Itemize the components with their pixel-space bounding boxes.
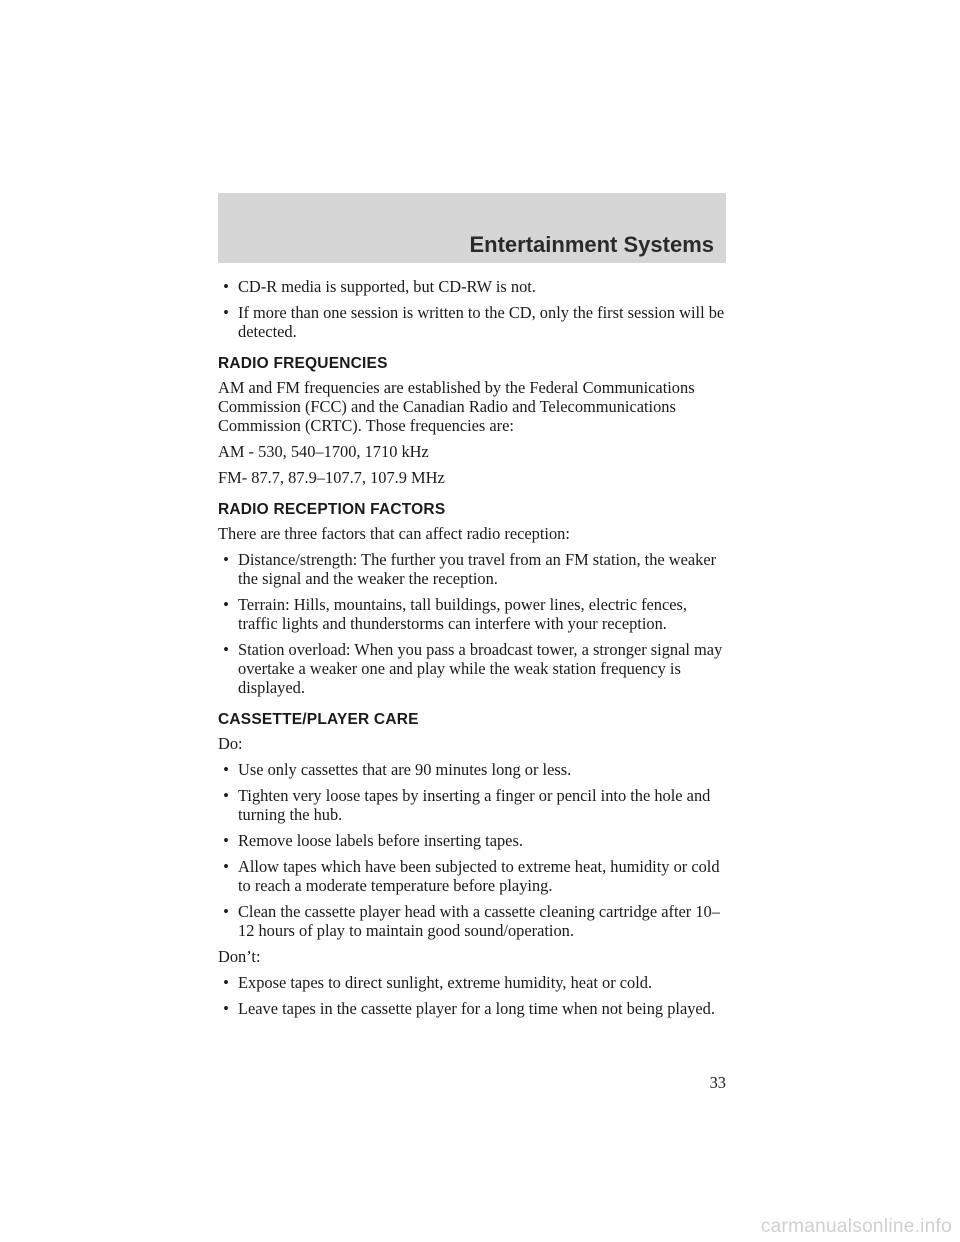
bullet-icon: • <box>223 303 229 322</box>
bullet-icon: • <box>223 902 229 921</box>
bullet-icon: • <box>223 640 229 659</box>
list-item-text: Remove loose labels before inserting tapes. <box>238 831 523 850</box>
heading-reception-factors: RADIO RECEPTION FACTORS <box>218 501 446 518</box>
fm-frequencies: FM- 87.7, 87.9–107.7, 107.9 MHz <box>218 468 445 487</box>
page-content <box>218 277 728 1025</box>
list-item-text: Allow tapes which have been subjected to extreme heat, humidity or cold to reach a moderate temperature before playing. <box>238 857 720 895</box>
list-item <box>218 902 728 940</box>
heading-cassette-care: CASSETTE/PLAYER CARE <box>218 711 419 728</box>
list-item <box>218 999 728 1018</box>
list-item <box>218 831 728 850</box>
bullet-icon: • <box>223 760 229 779</box>
bullet-icon: • <box>223 786 229 805</box>
bullet-icon: • <box>223 857 229 876</box>
list-item <box>218 277 728 296</box>
bullet-icon: • <box>223 973 229 992</box>
list-item-text: Terrain: Hills, mountains, tall buildings, power lines, electric fences, traffic lights and thunderstorms can interfere with your reception. <box>238 595 688 633</box>
do-label: Do: <box>218 734 243 753</box>
heading-radio-frequencies: RADIO FREQUENCIES <box>218 355 388 372</box>
dont-label: Don’t: <box>218 947 261 966</box>
list-item-text: Expose tapes to direct sunlight, extreme humidity, heat or cold. <box>238 973 653 992</box>
list-item <box>218 550 728 588</box>
list-item-text: If more than one session is written to the CD, only the first session will be detected. <box>238 303 725 341</box>
list-item-text: Leave tapes in the cassette player for a long time when not being played. <box>238 999 715 1018</box>
section-title: Entertainment Systems <box>469 232 714 257</box>
bullet-icon: • <box>223 999 229 1018</box>
bullet-icon: • <box>223 277 229 296</box>
list-item <box>218 857 728 895</box>
list-item <box>218 640 728 697</box>
list-item-text: Use only cassettes that are 90 minutes long or less. <box>238 760 572 779</box>
am-frequencies: AM - 530, 540–1700, 1710 kHz <box>218 442 429 461</box>
list-item-text: Station overload: When you pass a broadcast tower, a stronger signal may overtake a weaker one and play while the weak station frequency is displayed. <box>238 640 723 697</box>
list-item-text: CD-R media is supported, but CD-RW is not. <box>238 277 536 296</box>
list-item <box>218 973 728 992</box>
bullet-icon: • <box>223 595 229 614</box>
bullet-icon: • <box>223 831 229 850</box>
watermark: carmanualsonline.info <box>760 1216 952 1237</box>
list-item-text: Clean the cassette player head with a cassette cleaning cartridge after 10–12 hours of play to maintain good sound/operation. <box>238 902 720 940</box>
section-header-band <box>218 193 726 263</box>
page-number: 33 <box>709 1073 726 1092</box>
list-item-text: Tighten very loose tapes by inserting a finger or pencil into the hole and turning the hub. <box>238 786 711 824</box>
bullet-icon: • <box>223 550 229 569</box>
list-item <box>218 595 728 633</box>
list-item-text: Distance/strength: The further you travel from an FM station, the weaker the signal and the weaker the reception. <box>238 550 717 588</box>
list-item <box>218 786 728 824</box>
radio-frequencies-body: AM and FM frequencies are established by the Federal Communications Commission (FCC) and the Canadian Radio and Telecommunications Commission (CRTC). Those frequencies are: <box>218 378 695 435</box>
reception-factors-intro: There are three factors that can affect radio reception: <box>218 524 570 543</box>
list-item <box>218 760 728 779</box>
list-item <box>218 303 728 341</box>
